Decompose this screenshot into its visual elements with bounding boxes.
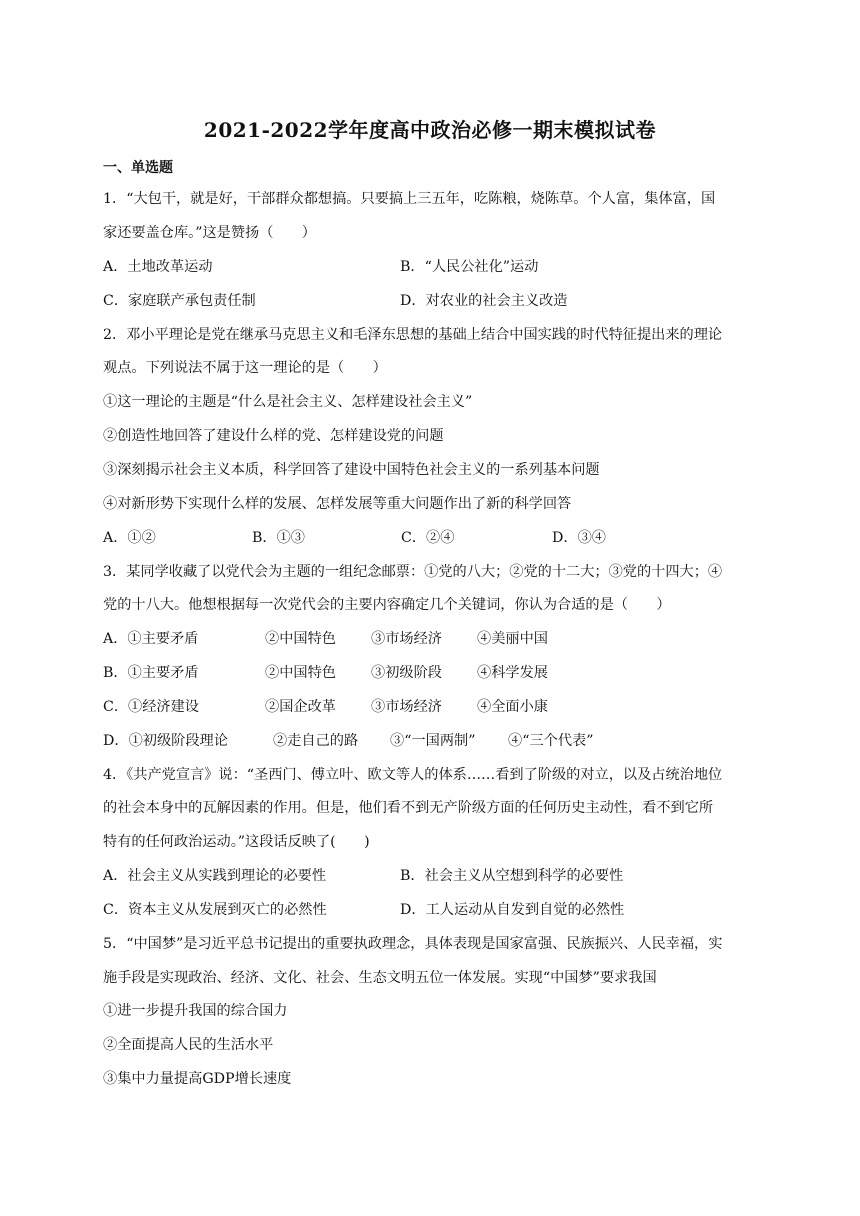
q4-stem-line3: 特有的任何政治运动。”这段话反映了( ) — [103, 834, 370, 850]
section-heading: 一、单选题 — [103, 160, 173, 176]
q2-option-d: D．③④ — [552, 530, 606, 546]
q5-statement-2: ②全面提高人民的生活水平 — [103, 1037, 274, 1053]
q3-option-b-kw3: ③初级阶段 — [371, 665, 442, 681]
q3-option-a-kw2: ②中国特色 — [265, 631, 336, 647]
q3-option-c-kw3: ③市场经济 — [371, 699, 442, 715]
q3-option-b-kw2: ②中国特色 — [265, 665, 336, 681]
q3-option-d-kw3: ③“一国两制” — [390, 733, 476, 749]
q4-option-c: C．资本主义从发展到灭亡的必然性 — [103, 902, 327, 918]
page-title: 2021-2022学年度高中政治必修一期末模拟试卷 — [203, 118, 657, 142]
q1-stem-line1: 1．“大包干，就是好，干部群众都想搞。只要搞上三五年，吃陈粮，烧陈草。个人富，集体富，国 — [103, 191, 716, 207]
q3-option-a-kw4: ④美丽中国 — [477, 631, 548, 647]
q5-statement-3: ③集中力量提高GDP增长速度 — [103, 1071, 292, 1087]
q1-option-a: A．土地改革运动 — [103, 259, 213, 275]
q3-option-b-kw1: B．①主要矛盾 — [103, 665, 199, 681]
q1-option-d: D．对农业的社会主义改造 — [400, 293, 568, 309]
q2-option-a: A．①② — [103, 530, 156, 546]
q2-statement-2: ②创造性地回答了建设什么样的党、怎样建设党的问题 — [103, 428, 444, 444]
q3-stem-line1: 3．某同学收藏了以党代会为主题的一组纪念邮票：①党的八大；②党的十二大；③党的十四大；④ — [103, 564, 723, 580]
q5-statement-1: ①进一步提升我国的综合国力 — [103, 1003, 288, 1019]
q3-option-d-kw2: ②走自己的路 — [273, 733, 359, 749]
q3-option-c-kw1: C．①经济建设 — [103, 699, 199, 715]
q3-option-b-kw4: ④科学发展 — [477, 665, 548, 681]
q1-stem-line2: 家还要盖仓库。”这是赞扬（ ） — [103, 225, 316, 241]
q3-option-c-kw2: ②国企改革 — [265, 699, 336, 715]
q2-stem-line1: 2．邓小平理论是党在继承马克思主义和毛泽东思想的基础上结合中国实践的时代特征提出来的理论 — [103, 327, 723, 343]
q4-stem-line1: 4．《共产党宣言》说：“圣西门、傅立叶、欧文等人的体系……看到了阶级的对立，以及占统治地位 — [103, 767, 723, 783]
q3-option-a-kw3: ③市场经济 — [371, 631, 442, 647]
q2-option-c: C．②④ — [401, 530, 455, 546]
q3-option-a-kw1: A．①主要矛盾 — [103, 631, 199, 647]
q2-option-b: B．①③ — [252, 530, 305, 546]
q2-stem-line2: 观点。下列说法不属于这一理论的是（ ） — [103, 360, 387, 376]
q4-option-d: D．工人运动从自发到自觉的必然性 — [400, 902, 625, 918]
q5-stem-line2: 施手段是实现政治、经济、文化、社会、生态文明五位一体发展。实现“中国梦”要求我国 — [103, 970, 657, 986]
q3-stem-line2: 党的十八大。他想根据每一次党代会的主要内容确定几个关键词，你认为合适的是（ ） — [103, 597, 671, 613]
q4-option-a: A．社会主义从实践到理论的必要性 — [103, 868, 327, 884]
q5-stem-line1: 5．“中国梦”是习近平总书记提出的重要执政理念，具体表现是国家富强、民族振兴、人民幸福，实 — [103, 936, 723, 952]
q2-statement-1: ①这一理论的主题是“什么是社会主义、怎样建设社会主义” — [103, 394, 473, 410]
q3-option-d-kw4: ④“三个代表” — [508, 733, 594, 749]
q2-statement-3: ③深刻揭示社会主义本质，科学回答了建设中国特色社会主义的一系列基本问题 — [103, 462, 600, 478]
q3-option-d-kw1: D．①初级阶段理论 — [103, 733, 228, 749]
q1-option-b: B．“人民公社化”运动 — [400, 259, 539, 275]
q1-option-c: C．家庭联产承包责任制 — [103, 293, 256, 309]
q4-stem-line2: 的社会本身中的瓦解因素的作用。但是，他们看不到无产阶级方面的任何历史主动性，看不到它所 — [103, 800, 714, 816]
q2-statement-4: ④对新形势下实现什么样的发展、怎样发展等重大问题作出了新的科学回答 — [103, 496, 572, 512]
q4-option-b: B．社会主义从空想到科学的必要性 — [400, 868, 624, 884]
q3-option-c-kw4: ④全面小康 — [477, 699, 548, 715]
